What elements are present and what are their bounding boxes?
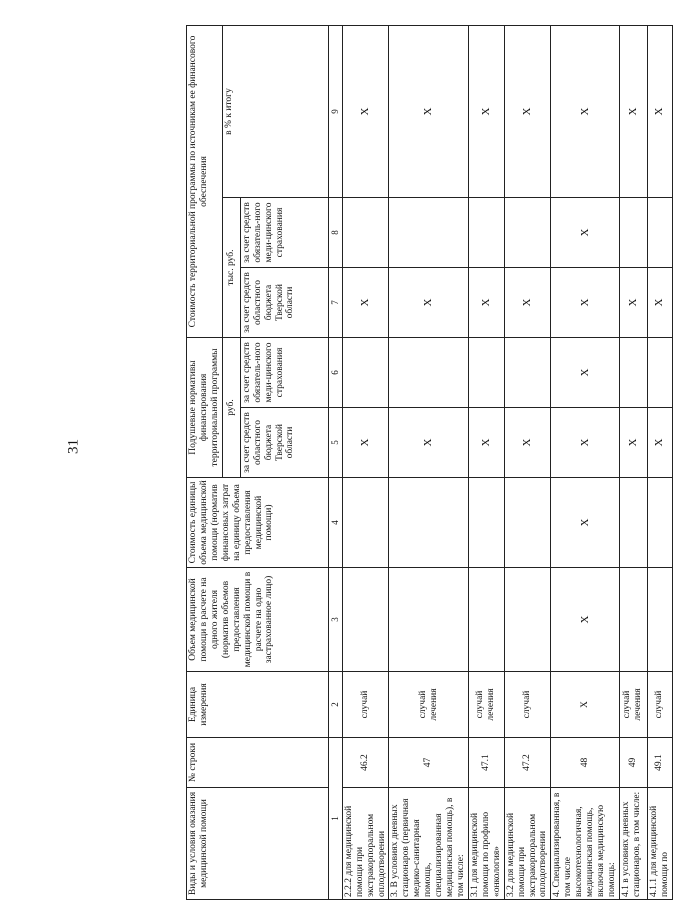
table-row bbox=[342, 25, 389, 899]
row-value-cell bbox=[342, 568, 389, 672]
row-value-cell: X bbox=[468, 25, 504, 197]
row-name-cell: 2.2.2 для медицинской помощи при экстракорпоральном оплодотворении bbox=[342, 788, 389, 900]
column-number-cell: 3 bbox=[328, 568, 342, 672]
row-value-cell bbox=[504, 568, 551, 672]
row-name-cell: 3.2 для медицинской помощи при экстракорпоральном оплодотворении bbox=[504, 788, 551, 900]
table-row bbox=[647, 25, 672, 899]
page-number: 31 bbox=[65, 439, 82, 454]
table-row bbox=[389, 25, 468, 899]
row-value-cell: X bbox=[551, 408, 620, 478]
column-number-cell: 2 bbox=[328, 672, 342, 738]
column-number-cell: 4 bbox=[328, 478, 342, 568]
header-col-percent: в % к итогу bbox=[222, 25, 328, 197]
row-name-cell: 3. В условиях дневных стационаров (первичная медико-санитарная помощь, специализированная медицинская помощь), в том числе: bbox=[389, 788, 468, 900]
row-number-cell: 47 bbox=[389, 738, 468, 788]
header-col-unit: Единица измерения bbox=[187, 672, 329, 738]
row-name-cell: 4.1.1 для медицинской помощи по bbox=[647, 788, 672, 900]
row-value-cell: X bbox=[342, 25, 389, 197]
row-value-cell: X bbox=[504, 25, 551, 197]
row-value-cell bbox=[468, 568, 504, 672]
header-col-no: № строки bbox=[187, 738, 329, 788]
row-value-cell: X bbox=[551, 568, 620, 672]
table-row bbox=[468, 25, 504, 899]
table-body bbox=[187, 25, 673, 899]
row-value-cell bbox=[389, 198, 468, 268]
row-number-cell: 49.1 bbox=[647, 738, 672, 788]
row-value-cell bbox=[342, 338, 389, 408]
header-col-vid: Виды и условия оказания медицинской помощи bbox=[187, 788, 329, 900]
table-row bbox=[551, 25, 620, 899]
row-value-cell: X bbox=[342, 408, 389, 478]
row-name-cell: 4.1 в условиях дневных стационаров, в том числе: bbox=[619, 788, 647, 900]
row-number-cell: 47.2 bbox=[504, 738, 551, 788]
row-value-cell: X bbox=[468, 268, 504, 338]
row-value-cell bbox=[504, 338, 551, 408]
row-value-cell: X bbox=[619, 268, 647, 338]
row-number-cell: 49 bbox=[619, 738, 647, 788]
row-number-cell: 46.2 bbox=[342, 738, 389, 788]
row-value-cell bbox=[468, 198, 504, 268]
row-unit-cell: случай bbox=[342, 672, 389, 738]
row-value-cell: X bbox=[504, 268, 551, 338]
row-unit-cell: случай bbox=[647, 672, 672, 738]
row-value-cell bbox=[619, 568, 647, 672]
row-value-cell: X bbox=[551, 478, 620, 568]
row-value-cell: X bbox=[619, 25, 647, 197]
header-sub-budget-norm: за счет средств областного бюджета Тверской области bbox=[240, 408, 328, 478]
column-number-cell: 5 bbox=[328, 408, 342, 478]
row-value-cell bbox=[389, 568, 468, 672]
row-value-cell: X bbox=[551, 198, 620, 268]
row-value-cell bbox=[619, 338, 647, 408]
header-row-1 bbox=[187, 25, 223, 899]
row-unit-cell: случай лечения bbox=[619, 672, 647, 738]
row-value-cell: X bbox=[647, 408, 672, 478]
row-value-cell: X bbox=[647, 25, 672, 197]
program-cost-table bbox=[186, 25, 673, 900]
header-cost-unit: тыс. руб. bbox=[222, 198, 240, 338]
row-value-cell: X bbox=[619, 408, 647, 478]
header-sub-budget-cost: за счет средств областного бюджета Тверской области bbox=[240, 268, 328, 338]
row-value-cell bbox=[342, 198, 389, 268]
header-group-norm: Подушевые нормативы финансирования территориальной программы bbox=[187, 338, 223, 478]
row-value-cell bbox=[468, 478, 504, 568]
row-unit-cell: случай лечения bbox=[468, 672, 504, 738]
row-number-cell: 48 bbox=[551, 738, 620, 788]
row-value-cell bbox=[647, 198, 672, 268]
column-number-cell: 9 bbox=[328, 25, 342, 197]
row-value-cell bbox=[647, 478, 672, 568]
row-value-cell: X bbox=[551, 268, 620, 338]
column-number-cell: 7 bbox=[328, 268, 342, 338]
row-unit-cell: случай лечения bbox=[389, 672, 468, 738]
header-sub-oms-norm: за счет средств обязатель-ного меди-цинского страхования bbox=[240, 338, 328, 408]
row-value-cell bbox=[647, 568, 672, 672]
column-number-cell: 6 bbox=[328, 338, 342, 408]
row-value-cell: X bbox=[389, 268, 468, 338]
row-name-cell: 4. Специализированная, в том числе высокотехнологичная, медицинская помощь, включая медицинскую помощь: bbox=[551, 788, 620, 900]
rotated-table-frame bbox=[186, 26, 670, 900]
row-value-cell: X bbox=[468, 408, 504, 478]
row-value-cell bbox=[389, 338, 468, 408]
row-value-cell bbox=[619, 198, 647, 268]
row-value-cell: X bbox=[647, 268, 672, 338]
row-number-cell: 47.1 bbox=[468, 738, 504, 788]
row-value-cell: X bbox=[389, 25, 468, 197]
row-unit-cell: случай bbox=[504, 672, 551, 738]
row-value-cell bbox=[468, 338, 504, 408]
row-value-cell: X bbox=[551, 338, 620, 408]
row-value-cell bbox=[389, 478, 468, 568]
table-row bbox=[619, 25, 647, 899]
row-value-cell bbox=[647, 338, 672, 408]
header-norm-unit: руб. bbox=[222, 338, 240, 478]
table-row bbox=[504, 25, 551, 899]
header-col-cost: Стоимость единицы объема медицинской помощи (норматив финансовых затрат на единицу объема предоставления медицинской помощи) bbox=[187, 478, 329, 568]
row-value-cell bbox=[504, 198, 551, 268]
row-value-cell bbox=[619, 478, 647, 568]
row-value-cell bbox=[504, 478, 551, 568]
header-sub-oms-cost: за счет средств обязатель-ного меди-цинского страхования bbox=[240, 198, 328, 268]
header-group-cost: Стоимость территориальной программы по источникам ее финансового обеспечения bbox=[187, 25, 223, 337]
row-value-cell: X bbox=[342, 268, 389, 338]
row-unit-cell: X bbox=[551, 672, 620, 738]
column-number-cell: 1 bbox=[328, 738, 342, 900]
row-value-cell: X bbox=[504, 408, 551, 478]
row-value-cell: X bbox=[551, 25, 620, 197]
column-number-row bbox=[328, 25, 342, 899]
row-name-cell: 3.1 для медицинской помощи по профилю «онкология» bbox=[468, 788, 504, 900]
column-number-cell: 8 bbox=[328, 198, 342, 268]
row-value-cell: X bbox=[389, 408, 468, 478]
header-col-volume: Объем медицинской помощи в расчете на одного жителя (норматив объемов предоставления медицинской помощи в расчете на одно застрахованное лицо) bbox=[187, 568, 329, 672]
row-value-cell bbox=[342, 478, 389, 568]
